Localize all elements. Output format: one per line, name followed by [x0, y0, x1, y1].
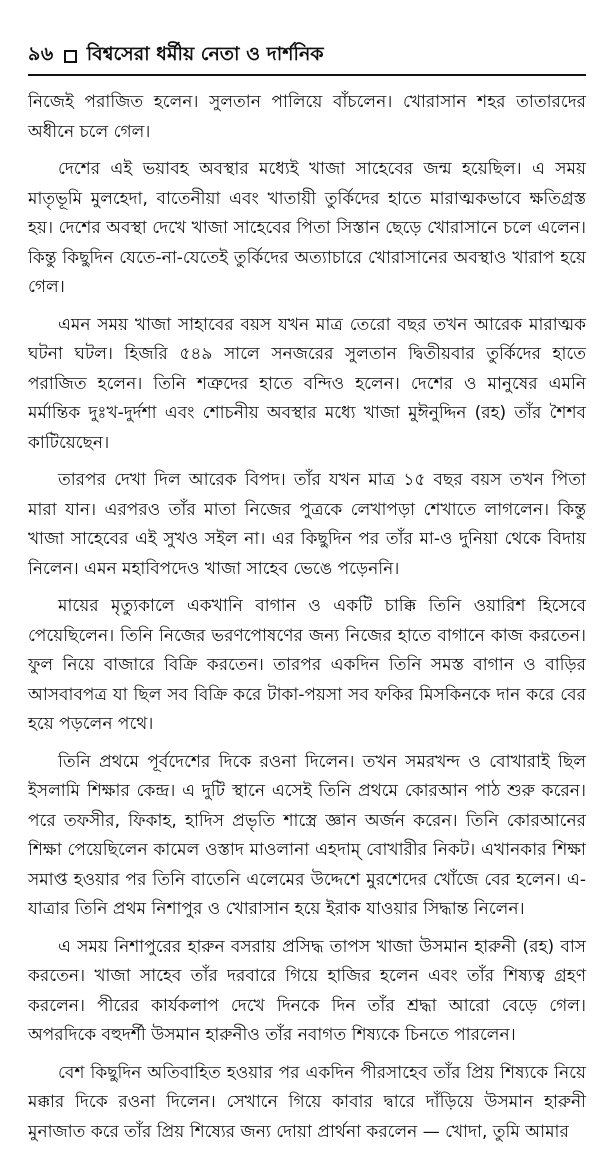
- book-title: বিশ্বসেরা ধর্মীয় নেতা ও দার্শনিক: [86, 43, 324, 65]
- paragraph: নিজেই পরাজিত হলেন। সুলতান পালিয়ে বাঁচলেন। খোরাসান শহর তাতারদের অধীনে চলে গেল।: [28, 92, 586, 142]
- running-header: [28, 38, 586, 76]
- paragraph: বেশ কিছুদিন অতিবাহিত হওয়ার পর একদিন পীরসাহেব তাঁর প্রিয় শিষ্যকে নিয়ে মক্কার দিকে রওনা দিলেন। সেখানে গিয়ে কাবার দ্বারে দাঁড়িয়ে উসমান হারুনী মুনাজাত করে তাঁর প্রিয় শিষ্যের জন্য দোয়া প্রার্থনা করলেন — খোদা, তুমি আমার: [28, 1062, 586, 1142]
- paragraph: তিনি প্রথমে পূর্বদেশের দিকে রওনা দিলেন। তখন সমরখন্দ ও বোখারাই ছিল ইসলামি শিক্ষার কেন্দ্র। এ দুটি স্থানে এসেই তিনি প্রথমে কোরআন পাঠ শুরু করেন। পরে তফসীর, ফিকাহ, হাদিস প্রভৃতি শাস্ত্রে জ্ঞান অর্জন করেন। তিনি কোরআনের শিক্ষা পেয়েছিলেন কামেল ওস্তাদ মাওলানা এহদাম্ বোখারীর নিকট। এখানকার শিক্ষা সমাপ্ত হওয়ার পর তিনি বাতেনি এলেমের উদ্দেশে মুরশেদের খোঁজে বের হলেন। এ-যাত্রার তিনি প্রথম নিশাপুর ও খোরাসান হয়ে ইরাক যাওয়ার সিদ্ধান্ত নিলেন।: [28, 751, 586, 919]
- paragraph: তারপর দেখা দিল আরেক বিপদ। তাঁর যখন মাত্র ১৫ বছর বয়স তখন পিতা মারা যান। এরপরও তাঁর মাতা নিজের পুত্রকে লেখাপড়া শেখাতে লাগলেন। কিন্তু খাজা সাহেবের এই সুখও সইল না। এর কিছুদিন পর তাঁর মা-ও দুনিয়া থেকে বিদায় নিলেন। এমন মহাবিপদেও খাজা সাহেব ভেঙে পড়েননি।: [28, 470, 586, 579]
- paragraph: এমন সময় খাজা সাহাবের বয়স যখন মাত্র তেরো বছর তখন আরেক মারাত্মক ঘটনা ঘটল। হিজরি ৫৪৯ সালে সনজরের সুলতান দ্বিতীয়বার তুর্কিদের হাতে পরাজিত হলেন। তিনি শত্রুদের হাতে বন্দিও হলেন। দেশের ও মানুষের এমনি মর্মান্তিক দুঃখ-দুর্দশা এবং শোচনীয় অবস্থার মধ্যে খাজা মুঈনুদ্দিন (রহ) তাঁর শৈশব কাটিয়েছেন।: [28, 314, 586, 453]
- paragraph: দেশের এই ভয়াবহ অবস্থার মধ্যেই খাজা সাহেবের জন্ম হয়েছিল। এ সময় মাতৃভূমি মুলহেদা, বাতেনীয়া এবং খাতায়ী তুর্কিদের হাতে মারাত্মকভাবে ক্ষতিগ্রস্ত হয়। দেশের অবস্থা দেখে খাজা সাহেবের পিতা সিস্তান ছেড়ে খোরাসানে চলে এলেন। কিন্তু কিছুদিন যেতে-না-যেতেই তুর্কিদের অত্যাচারে খোরাসানের অবস্থাও খারাপ হয়ে গেল।: [28, 159, 586, 297]
- square-bullet-icon: [64, 50, 77, 63]
- paragraph: মায়ের মৃত্যুকালে একখানি বাগান ও একটি চাক্কি তিনি ওয়ারিশ হিসেবে পেয়েছিলেন। তিনি নিজের ভরণপোষণের জন্য নিজের হাতে বাগানে কাজ করতেন। ফুল নিয়ে বাজারে বিক্রি করতেন। তারপর একদিন তিনি সমস্ত বাগান ও বাড়ির আসবাবপত্র যা ছিল সব বিক্রি করে টাকা-পয়সা সব ফকির মিসকিনকে দান করে বের হয়ে পড়লেন পথে।: [28, 596, 586, 734]
- body-text: [28, 88, 586, 1155]
- paragraph: এ সময় নিশাপুরের হারুন বসরায় প্রসিদ্ধ তাপস খাজা উসমান হারুনী (রহ) বাস করতেন। খাজা সাহেব তাঁর দরবারে গিয়ে হাজির হলেন এবং তাঁর শিষ্যত্ব গ্রহণ করলেন। পীরের কার্যকলাপ দেখে দিনকে দিন তাঁর শ্রদ্ধা আরো বেড়ে গেল। অপরদিকে বহুদর্শী উসমান হারুনীও তাঁর নবাগত শিষ্যকে চিনতে পারলেন।: [28, 936, 586, 1045]
- page-number: ৯৬: [28, 43, 54, 65]
